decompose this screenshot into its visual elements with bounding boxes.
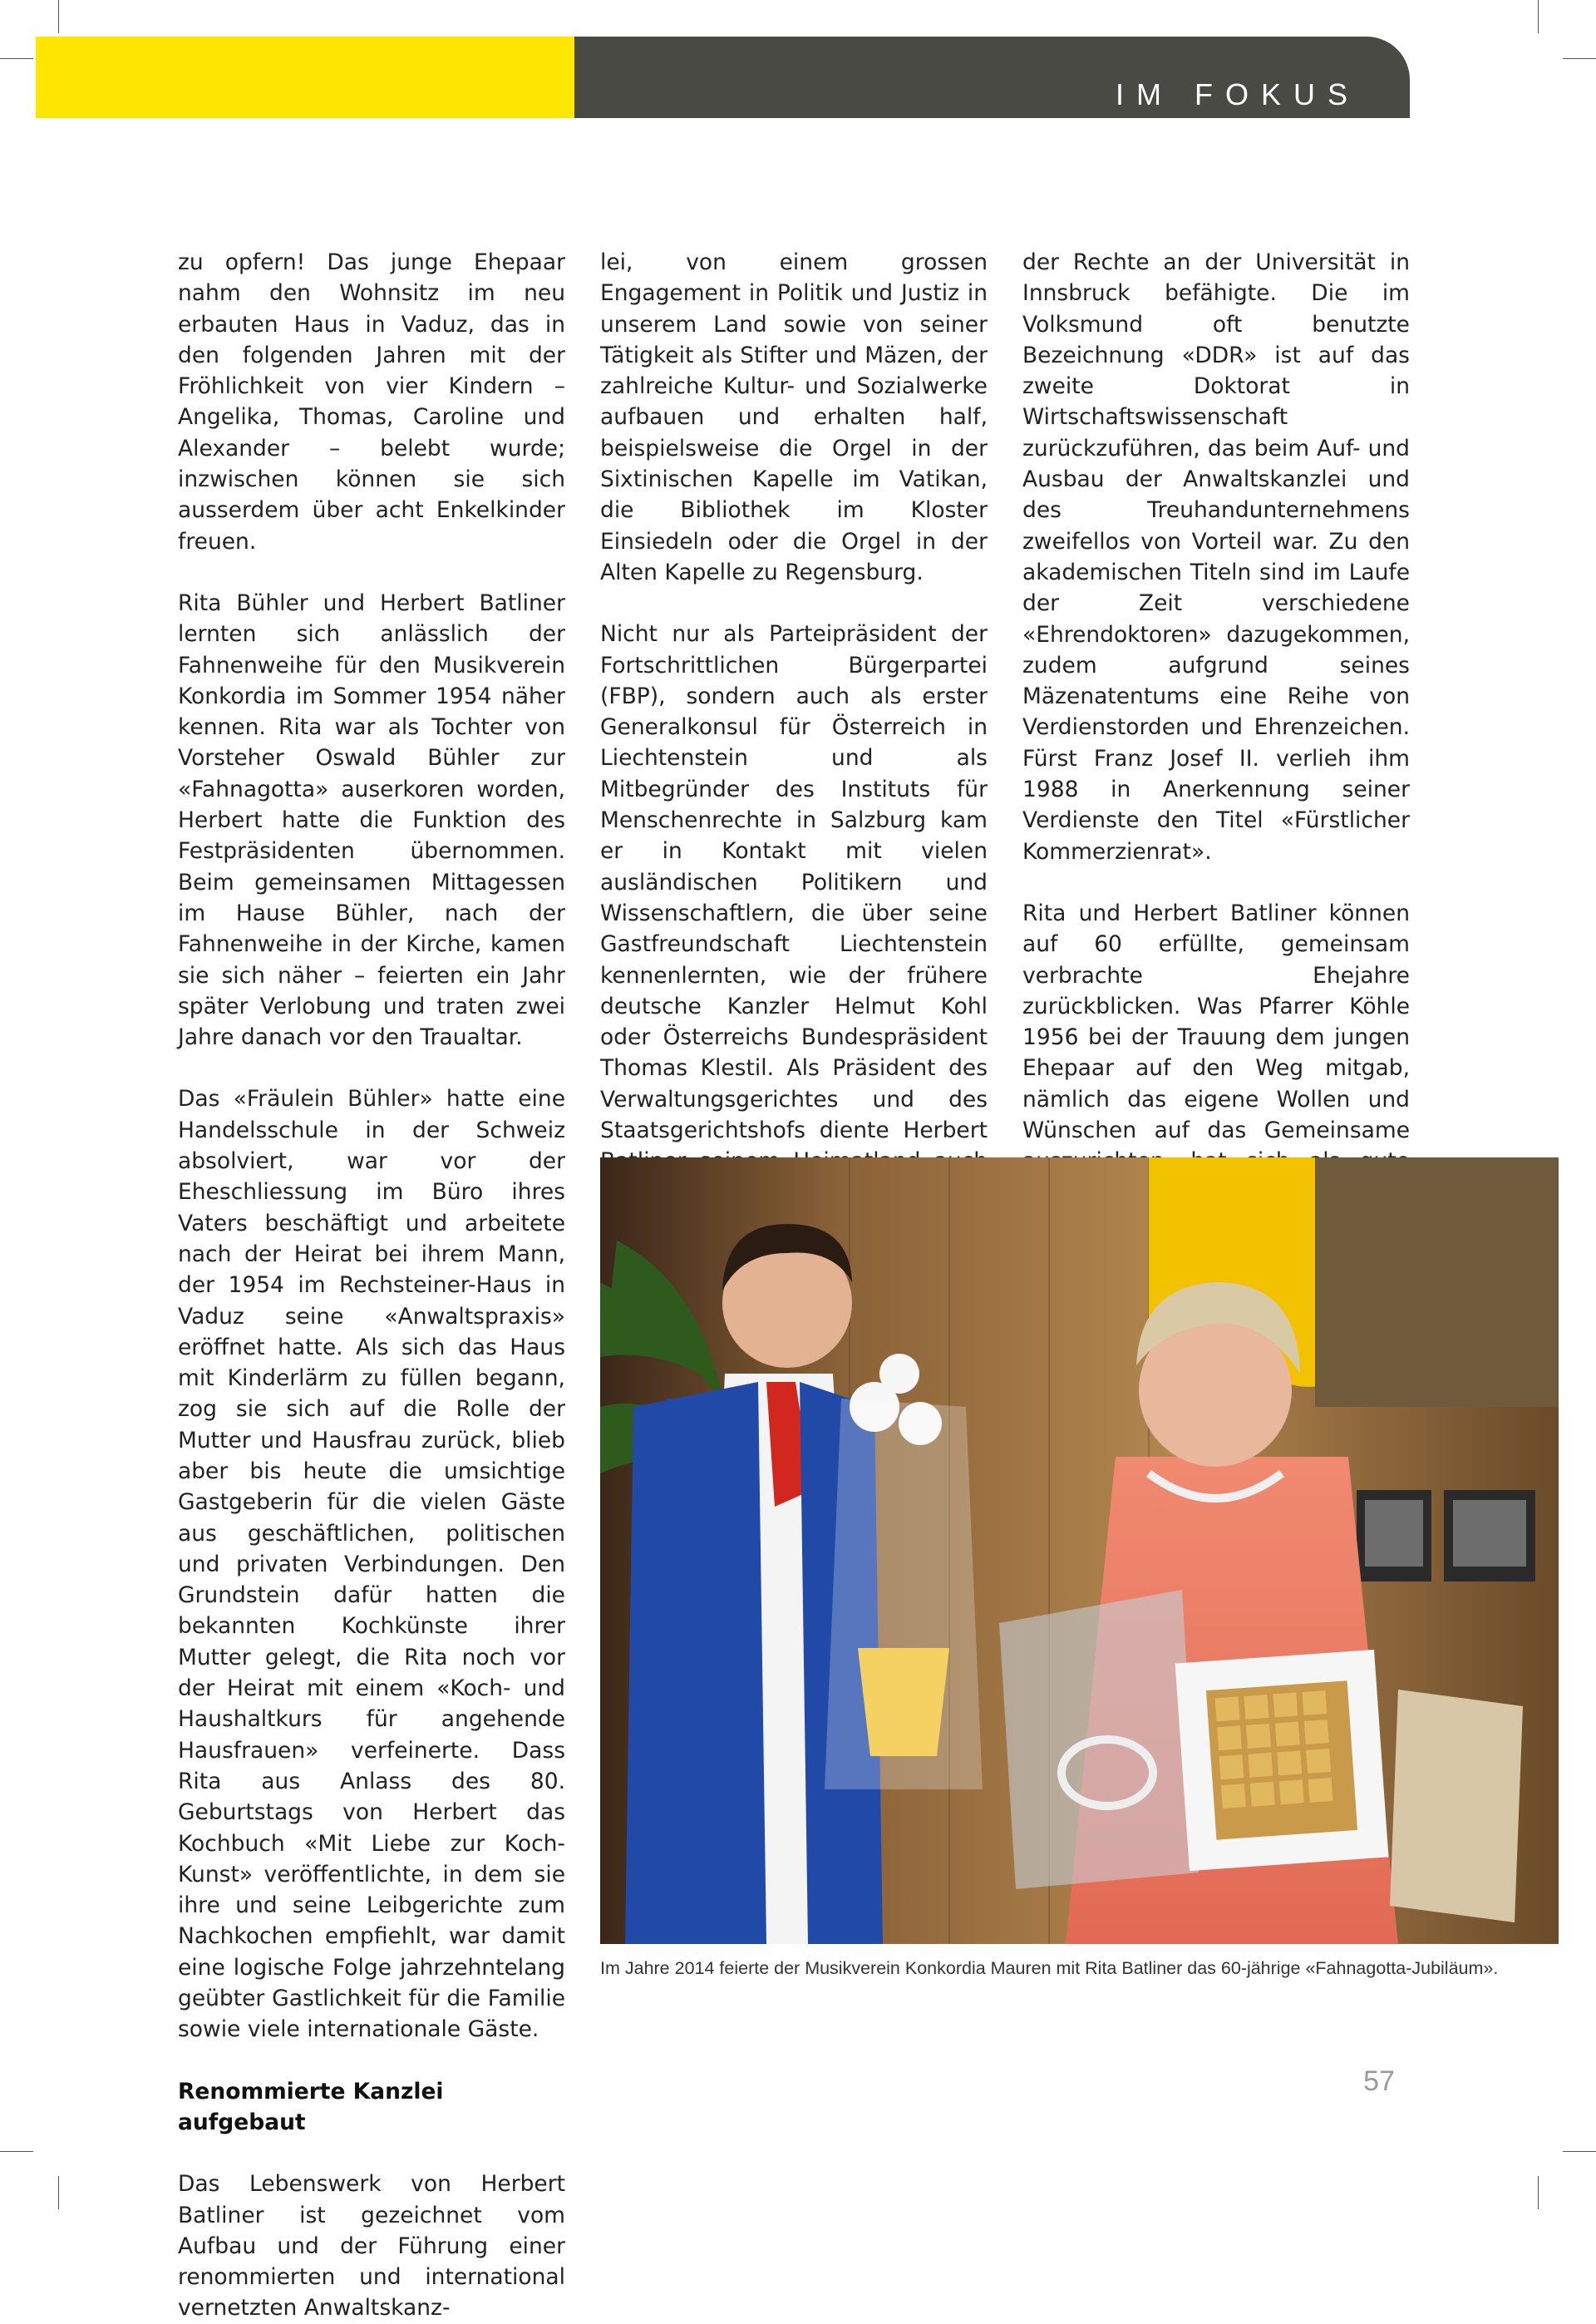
paragraph: Nicht nur als Parteipräsident der Fortschrittlichen Bürgerpartei (FBP), sondern auch als erster Generalkonsul für Österreich in Liechtenstein und als Mitbegründer des Instituts für Menschenrechte in Salzburg kam er in Kontakt mit vielen ausländischen Politikern und Wissenschaftlern, die über seine Gastfreundschaft Liechtenstein kennenlernten, wie der frühere deutsche Kanzler Helmut Kohl oder Österreichs Bundespräsident Thomas Klestil. Als Präsident des Verwaltungsgerichtes und des Staatsgerichtshofs diente Herbert xyxy=(600,621,988,1144)
section-label: IM FOKUS xyxy=(1115,77,1360,111)
text-column-3 xyxy=(1022,247,1410,1301)
crop-mark xyxy=(1538,2176,1539,2209)
crop-mark xyxy=(0,58,33,59)
photo-illustration xyxy=(600,1157,1559,1944)
header-accent-bar xyxy=(36,37,574,118)
subheading: Renommierte Kanzlei aufgebaut xyxy=(178,2078,444,2135)
event-photo xyxy=(600,1157,1559,1944)
paragraph: Das Lebenswerk von Herbert Batliner ist gezeichnet vom Aufbau und der Führung einer renommierten und international vernetzten Anwaltskanz- xyxy=(178,2171,565,2322)
text-column-1 xyxy=(178,247,565,2324)
crop-mark xyxy=(1538,0,1539,33)
paragraph: lei, von einem grossen Engagement in Politik und Justiz in unserem Land sowie von seiner Tätigkeit als Stifter und Mäzen, der zahlreiche Kultur- und Sozialwerke aufbauen und erhalten half, beispielsweise die Orgel in der Sixtinischen Kapelle im Vatikan, die Bibliothek im Kloster Einsiedeln oder die Orgel in der Alten Kapelle zu Regensburg. xyxy=(600,249,988,585)
crop-mark xyxy=(0,2151,33,2152)
paragraph: Rita Bühler und Herbert Batliner lernten sich anlässlich der Fahnenweihe für den Musikverein Konkordia im Sommer 1954 näher kennen. Rita war als Tochter von Vorsteher Oswald Bühler zur «Fahnagotta» auserkoren worden, Herbert hatte die Funktion des Festpräsidenten übernommen. Beim gemeinsamen Mittagessen im Hause Bühler, nach der Fahnenweihe in der Kirche, kamen sie sich näher – feierten ein Jahr später Verlobung und traten zwei Jahre danach vor den Traualtar. xyxy=(178,590,565,1051)
crop-mark xyxy=(1563,58,1596,59)
paragraph: der Rechte an der Universität in Innsbruck befähigte. Die im Volksmund oft benutzte Bezeichnung «DDR» ist auf das zweite Doktorat in Wirtschaftswissenschaft zurückzuführen, das beim Auf- und Ausbau der Anwaltskanzlei und des Treuhandunternehmens zweifellos von Vorteil war. Zu den akademischen Titeln sind im Laufe der Zeit verschiedene «Ehrendoktoren» dazugekommen, zudem aufgrund seines Mäzenatentums eine Reihe von Verdienstorden und Ehrenzeichen. Fürst Franz Josef II. verlieh ihm 1988 in Anerkennung seiner Verdienste den Titel «Fürstlicher Kommerzienrat». xyxy=(1022,249,1410,865)
crop-mark xyxy=(58,0,59,33)
text-column-2 xyxy=(600,247,988,1271)
paragraph: Das «Fräulein Bühler» hatte eine Handelsschule in der Schweiz absolviert, war vor der Eheschliessung im Büro ihres Vaters beschäftigt und arbeitete nach der Heirat bei ihrem Mann, der 1954 im Rechsteiner-Haus in Vaduz seine «Anwaltspraxis» eröffnet hatte. Als sich das Haus mit Kinderlärm zu füllen begann, zog sie sich auf die Rolle der Mutter und Hausfrau zurück, blieb aber bis heute die umsichtige Gastgeberin für die vielen Gäste aus geschäftlichen, politischen und privaten Verbindungen. Den Grundstein dafür hatten die bekannten Kochkünste ihrer Mutter gelegt, die Rita noch vor der Heirat mit einem «Koch- und Haushaltkurs für angehende Hausfrauen» verfeinerte. Dass Rita aus Anlass des 80. Geburtstags von Herbert das Kochbuch «Mit Liebe zur Koch-Kunst» veröffentlichte, in dem sie ihre und seine Leibgerichte zum Nachkochen empfiehlt, war damit eine logische Folge jahrzehntelang geübter Gastlichkeit für die Familie sowie viele internationale Gäste. xyxy=(178,1086,565,2043)
paragraph: zu opfern! Das junge Ehepaar nahm den Wohnsitz im neu erbauten Haus in Vaduz, das in den folgenden Jahren mit der Fröhlichkeit von vier Kindern – Angelika, Thomas, Caroline und Alexander – belebt wurde; inzwischen können sie sich ausserdem über acht Enkelkinder freuen. xyxy=(178,249,565,555)
paragraph: Rita und Herbert Batliner können auf 60 erfüllte, gemeinsam verbrachte Ehejahre zurückblicken. Was Pfarrer Köhle 1956 bei der Trauung dem jungen Ehepaar auf den Weg mitgab, nämlich das eigene Wollen und Wünschen auf das Gemeinsame xyxy=(1022,900,1410,1144)
header-section-bar xyxy=(574,37,1410,118)
photo-caption: Im Jahre 2014 feierte der Musikverein Konkordia Mauren mit Rita Batliner das 60-jährige «Fahnagotta-Jubiläum». xyxy=(600,1958,1499,1978)
crop-mark xyxy=(58,2176,59,2209)
crop-mark xyxy=(1563,2151,1596,2152)
page-number: 57 xyxy=(1363,2065,1395,2097)
